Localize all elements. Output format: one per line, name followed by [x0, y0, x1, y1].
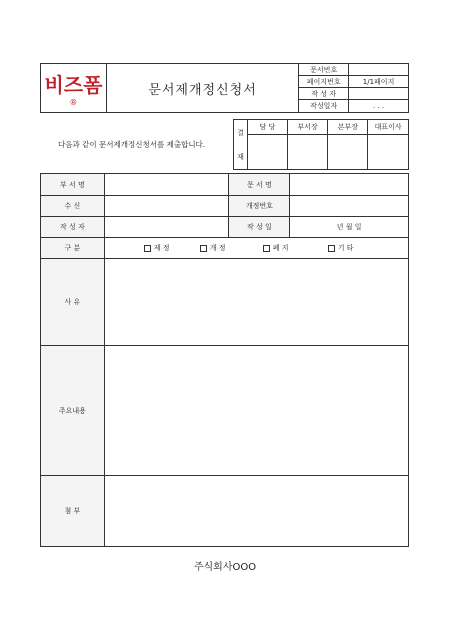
doc-name-label: 문 서 명	[229, 174, 290, 196]
option-abolish[interactable]	[263, 243, 328, 253]
attachment-field[interactable]	[104, 476, 408, 547]
approval-side-label-top: 결	[237, 128, 244, 137]
reason-label: 사 유	[41, 259, 105, 346]
main-content-field[interactable]	[104, 346, 408, 476]
meta-value-doc-number[interactable]	[349, 64, 409, 76]
meta-label-date: 작성일자	[299, 100, 349, 113]
recipient-field[interactable]	[104, 196, 229, 217]
header-table	[40, 63, 409, 113]
meta-value-author[interactable]	[349, 88, 409, 100]
approval-side-label-bottom: 재	[237, 152, 244, 161]
date-label: 작 성 일	[229, 217, 290, 238]
attachment-label: 첨 부	[41, 476, 105, 547]
checkbox-icon[interactable]	[328, 245, 335, 252]
company-footer: 주식회사OOO	[193, 562, 257, 573]
main-content-label: 주요내용	[41, 346, 105, 476]
category-options	[104, 238, 408, 259]
approval-sign-ceo[interactable]	[368, 135, 409, 170]
approval-col-dept-head: 부서장	[287, 120, 328, 135]
option-abolish-label: 폐 지	[272, 244, 289, 252]
title-cell	[106, 64, 298, 113]
option-revise-label: 개 정	[209, 244, 226, 252]
meta-label-page-number: 페이지번호	[299, 76, 349, 88]
option-revise[interactable]	[200, 243, 263, 253]
dept-name-label: 부 서 명	[41, 174, 105, 196]
option-establish-label: 제 정	[153, 244, 170, 252]
author-field[interactable]	[104, 217, 229, 238]
option-other-label: 기 타	[337, 244, 354, 252]
meta-label-author: 작 성 자	[299, 88, 349, 100]
approval-sign-staff[interactable]	[247, 135, 287, 170]
logo-cell	[41, 64, 107, 113]
reason-field[interactable]	[104, 259, 408, 346]
checkbox-icon[interactable]	[263, 245, 270, 252]
meta-value-page-number[interactable]: 1/1페이지	[349, 76, 409, 88]
approval-sign-division-head[interactable]	[328, 135, 368, 170]
date-field[interactable]: 년 월 일	[290, 217, 409, 238]
recipient-label: 수 신	[41, 196, 105, 217]
document-title: 문서제개정신청서	[148, 82, 257, 98]
submission-statement: 다음과 같이 문서제개정신청서를 제출합니다.	[58, 140, 206, 149]
meta-label-doc-number: 문서번호	[299, 64, 349, 76]
revision-no-field[interactable]	[290, 196, 409, 217]
option-establish[interactable]	[144, 243, 200, 253]
approval-col-ceo: 대표이사	[368, 120, 409, 135]
revision-no-label: 개정번호	[229, 196, 290, 217]
author-label: 작 성 자	[41, 217, 105, 238]
main-form-table	[40, 173, 409, 547]
company-logo: 비즈폼	[44, 73, 103, 97]
option-other[interactable]	[328, 243, 354, 253]
registered-mark: ®	[69, 98, 78, 107]
checkbox-icon[interactable]	[200, 245, 207, 252]
approval-table	[233, 119, 409, 170]
meta-value-date[interactable]: . . .	[349, 100, 409, 113]
approval-sign-dept-head[interactable]	[287, 135, 328, 170]
checkbox-icon[interactable]	[144, 245, 151, 252]
doc-name-field[interactable]	[290, 174, 409, 196]
dept-name-field[interactable]	[104, 174, 229, 196]
category-label: 구 분	[41, 238, 105, 259]
approval-col-staff: 담 당	[247, 120, 287, 135]
approval-side-label	[234, 120, 248, 170]
approval-col-division-head: 본부장	[328, 120, 368, 135]
